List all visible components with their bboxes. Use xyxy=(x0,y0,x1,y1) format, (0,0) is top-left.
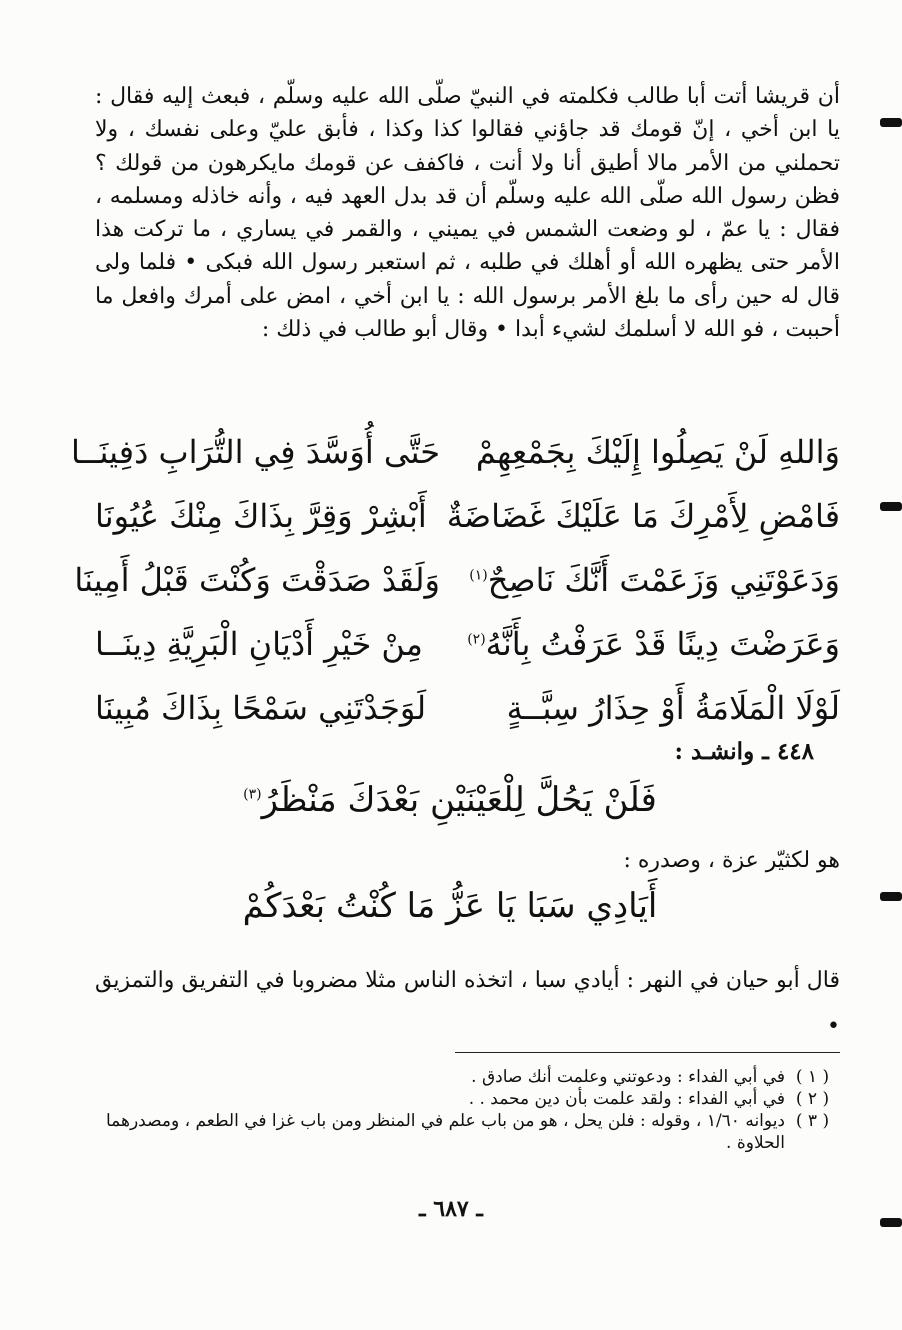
page-number: ـ ٦٨٧ ـ xyxy=(419,1196,483,1222)
verse-first-hemistich: وَعَرَضْتَ دِينًا قَدْ عَرَفْتُ بِأَنَّهُ$^{(٢)}$ xyxy=(467,625,840,663)
verse-second-hemistich: وَلَقَدْ صَدَقْتَ وَكُنْتَ قَبْلُ أَمِينَا xyxy=(74,561,440,599)
verse-row xyxy=(95,612,840,676)
entry-heading: ٤٤٨ ـ وانشـد : xyxy=(674,738,814,765)
footnote-ref: (١) xyxy=(469,567,488,584)
scan-edge-mark xyxy=(880,118,902,127)
footnote-ref: (٣) xyxy=(243,786,262,803)
verse-second-hemistich: حَتَّى أُوَسَّدَ فِي التُّرَابِ دَفِينَــا xyxy=(70,433,440,471)
footnote-text: في أبي الفداء : ودعوتني وعلمت أنك صادق . xyxy=(471,1067,785,1087)
footnote xyxy=(90,1066,840,1088)
footnote-ref: (٢) xyxy=(467,631,486,648)
attribution-line: هو لكثيّر عزة ، وصدره : xyxy=(623,848,840,873)
verse-second-hemistich: مِنْ خَيْرِ أَدْيَانِ الْبَرِيَّةِ دِينَــا xyxy=(95,625,423,663)
verse-second-hemistich: لَوَجَدْتَنِي سَمْحًا بِذَاكَ مُبِينَا xyxy=(95,689,427,727)
footnote-divider xyxy=(455,1052,840,1053)
scan-edge-mark xyxy=(880,502,902,511)
footnote-number: ( ٢ ) xyxy=(795,1089,830,1109)
footnotes xyxy=(90,1066,840,1154)
verse-first-hemistich: وَدَعَوْتَنِي وَزَعَمْتَ أَنَّكَ نَاصِحٌ$^{(١)}$ xyxy=(469,561,840,599)
footnote-text: ديوانه ١/٦٠ ، وقوله : فلن يحل ، هو من باب علم في المنظر ومن باب غزا في الطعم ، ومصدرهما الحلاوة . xyxy=(106,1111,785,1153)
verse-row xyxy=(70,420,840,484)
scan-edge-mark xyxy=(880,892,902,901)
verse-row xyxy=(95,484,840,548)
verse-second-hemistich: أَبْشِرْ وَقِرَّ بِذَاكَ مِنْكَ عُيُونَا xyxy=(95,497,427,535)
poem-verses xyxy=(70,420,840,740)
verse-448-first-hemistich: أَيَادِي سَبَا يَا عَزُّ مَا كُنْتُ بَعْدَكُمْ xyxy=(242,886,658,926)
footnote xyxy=(90,1088,840,1110)
verse-448-second-hemistich: فَلَنْ يَحُلَّ لِلْعَيْنَيْنِ بَعْدَكَ مَنْظَرُ$^{(٣)}$ xyxy=(243,780,657,820)
footnote xyxy=(90,1110,840,1154)
footnote-number: ( ٣ ) xyxy=(795,1111,830,1131)
verse-row xyxy=(95,676,840,740)
footnote-text: في أبي الفداء : ولقد علمت بأن دين محمد . . xyxy=(468,1089,785,1109)
footnote-number: ( ١ ) xyxy=(795,1067,830,1087)
prose-text: أن قريشا أتت أبا طالب فكلمته في النبيّ صلّى الله عليه وسلّم ، فبعث إليه فقال : يا ابن أخي ، إنّ قومك قد جاؤني فقالوا كذا وكذا ، فأبق عليّ وعلى نفسك ، ولا تحملني من الأمر مالا أطيق أنا ولا أنت ، فاكفف عن قومك مايكرهون من قولك ؟ فظن رسول الله صلّى الله عليه وسلّم أن قد بدل العهد فيه ، وأنه خاذله ومسلمه ، فقال : يا عمّ ، لو وضعت الشمس في يميني ، والقمر في يساري ، ما تركت هذا الأمر حتى يظهره الله أو أهلك في طلبه ، ثم استعبر رسول الله فبكى • فلما ولى قال له حين رأى ما بلغ الأمر برسول الله : يا ابن أخي ، امض على أمرك وافعل ما أحببت ، فو الله لا أسلمك لشيء أبدا • وقال أبو طالب في ذلك : xyxy=(95,84,840,343)
verse-first-hemistich: فَامْضِ لِأَمْرِكَ مَا عَلَيْكَ غَضَاضَةٌ xyxy=(446,497,840,535)
verse-row xyxy=(74,548,840,612)
verse-first-hemistich: لَوْلَا الْمَلَامَةُ أَوْ حِذَارُ سِبَّــةٍ xyxy=(506,689,840,727)
prose-paragraph xyxy=(95,80,840,346)
commentary-paragraph: قال أبو حيان في النهر : أيادي سبا ، اتخذه الناس مثلا مضروبا في التفريق والتمزيق • xyxy=(95,968,840,1039)
scan-edge-mark xyxy=(880,1218,902,1227)
verse-first-hemistich: وَاللهِ لَنْ يَصِلُوا إِلَيْكَ بِجَمْعِهِمْ xyxy=(475,433,840,471)
